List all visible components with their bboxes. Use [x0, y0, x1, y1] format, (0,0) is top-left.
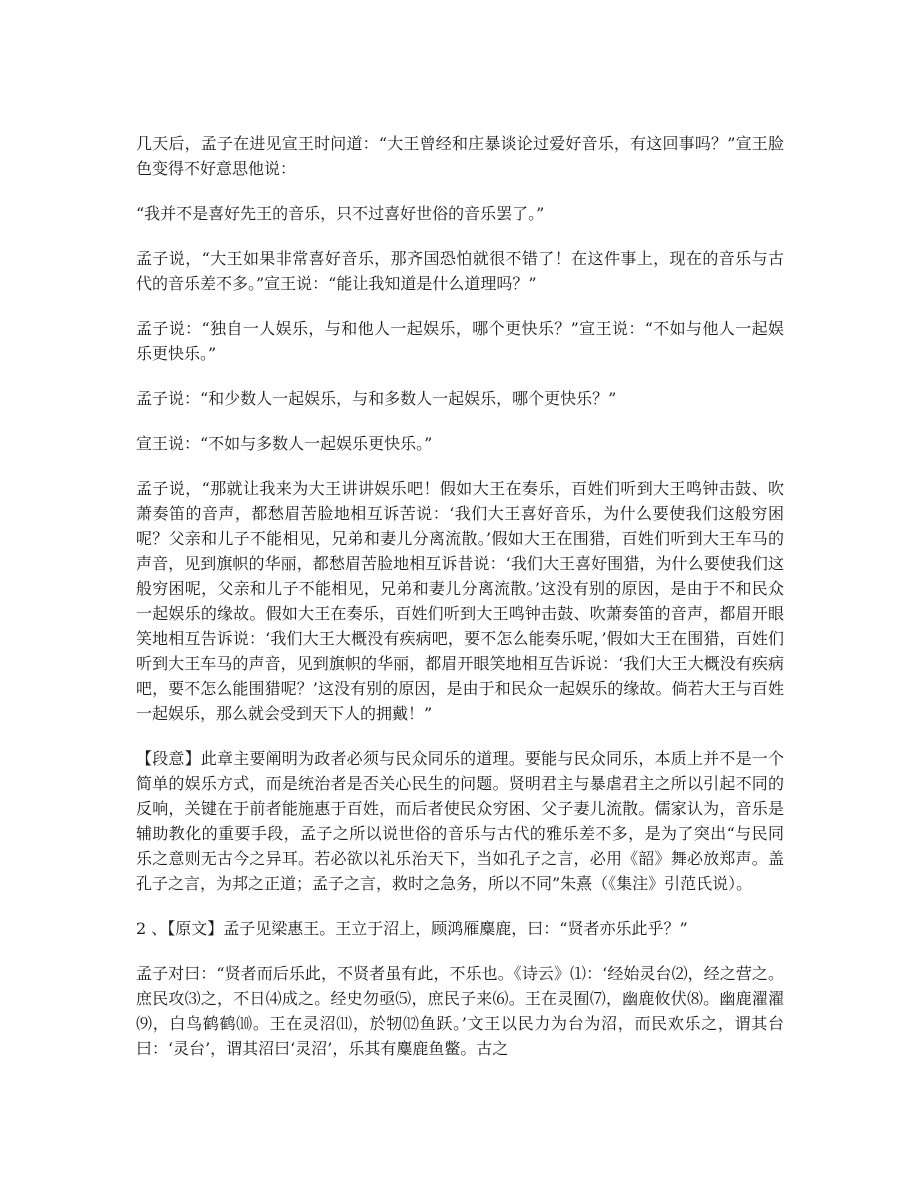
paragraph-summary: 【段意】此章主要阐明为政者必须与民众同乐的道理。要能与民众同乐，本质上并不是一个简单的娱乐方式，而是统治者是否关心民生的问题。贤明君主与暴虐君主之所以引起不同的反响，关键在于前者能施惠于百姓，而后者使民众穷困、父子妻儿流散。儒家认为，音乐是辅助教化的重要手段，孟子之所以说世俗的音乐与古代的雅乐差不多，是为了突出“与民同乐之意则无古今之异耳。若必欲以礼乐治天下，当如孔子之言，必用《韶》舞必放郑声。盖孔子之言，为邦之正道；孟子之言，救时之急务，所以不同”朱熹（《集注》引范氏说）。 — [136, 749, 784, 893]
paragraph-few-or-many: 孟子说：“和少数人一起娱乐，与和多数人一起娱乐，哪个更快乐？” — [136, 389, 617, 408]
paragraph-mencius-asks: 几天后，孟子在进见宣王时问道：“大王曾经和庄暴谈论过爱好音乐，有这回事吗？”宣王脸色变得不好意思他说： — [136, 134, 784, 178]
document-page — [136, 131, 784, 1081]
paragraph-king-replies: “我并不是喜好先王的音乐，只不过喜好世俗的音乐罢了。” — [136, 204, 545, 223]
paragraph-original-text-2: 2 、【原文】孟子见梁惠王。王立于沼上，顾鸿雁麋鹿，曰：“贤者亦乐此乎？” — [136, 919, 688, 938]
paragraph-king-answers-many: 宣王说：“不如与多数人一起娱乐更快乐。” — [136, 434, 433, 453]
paragraph-music-ancient-modern: 孟子说，“大王如果非常喜好音乐，那齐国恐怕就很不错了！在这件事上，现在的音乐与古代的音乐差不多。”宣王说：“能让我知道是什么道理吗？” — [136, 249, 784, 293]
paragraph-mencius-explains: 孟子说，“那就让我来为大王讲讲娱乐吧！假如大王在奏乐，百姓们听到大王鸣钟击鼓、吹萧奏笛的音声，都愁眉苦脸地相互诉苦说：‘我们大王喜好音乐，为什么要使我们这般穷困呢？父亲和儿子不能相见，兄弟和妻儿分离流散。’假如大王在围猎，百姓们听到大王车马的声音，见到旗帜的华丽，都愁眉苦脸地相互诉昔说：‘我们大王喜好围猎，为什么要使我们这般穷困呢，父亲和儿子不能相见，兄弟和妻儿分离流散。’这没有别的原因，是由于不和民众一起娱乐的缘故。假如大王在奏乐，百姓们听到大王鸣钟击鼓、吹萧奏笛的音声，都眉开眼笑地相互告诉说：‘我们大王大概没有疾病吧，要不怎么能奏乐呢，’假如大王在围猎，百姓们听到大王车马的声音，见到旗帜的华丽，都眉开眼笑地相互告诉说：‘我们大王大概没有疾病吧，要不怎么能围猎呢？’这没有别的原因，是由于和民众一起娱乐的缘故。倘若大王与百姓一起娱乐，那么就会受到天下人的拥戴！” — [136, 479, 784, 723]
paragraph-alone-or-with-others: 孟子说：“独自一人娱乐，与和他人一起娱乐，哪个更快乐？”宣王说：“不如与他人一起娱乐更快乐。” — [136, 319, 784, 363]
paragraph-mencius-replies-poem: 孟子对曰：“贤者而后乐此，不贤者虽有此，不乐也。《诗云》⑴：‘经始灵台⑵，经之营之。庶民攻⑶之，不日⑷成之。经史勿亟⑸，庶民子来⑹。王在灵囿⑺，幽鹿攸伏⑻。幽鹿濯濯⑼，白鸟鹤鹤⑽。王在灵沼⑾，於牣⑿鱼跃。’文王以民力为台为沼，而民欢乐之，谓其台曰：‘灵台’，谓其沼曰‘灵沼’，乐其有麋鹿鱼鳖。古之 — [136, 964, 784, 1058]
